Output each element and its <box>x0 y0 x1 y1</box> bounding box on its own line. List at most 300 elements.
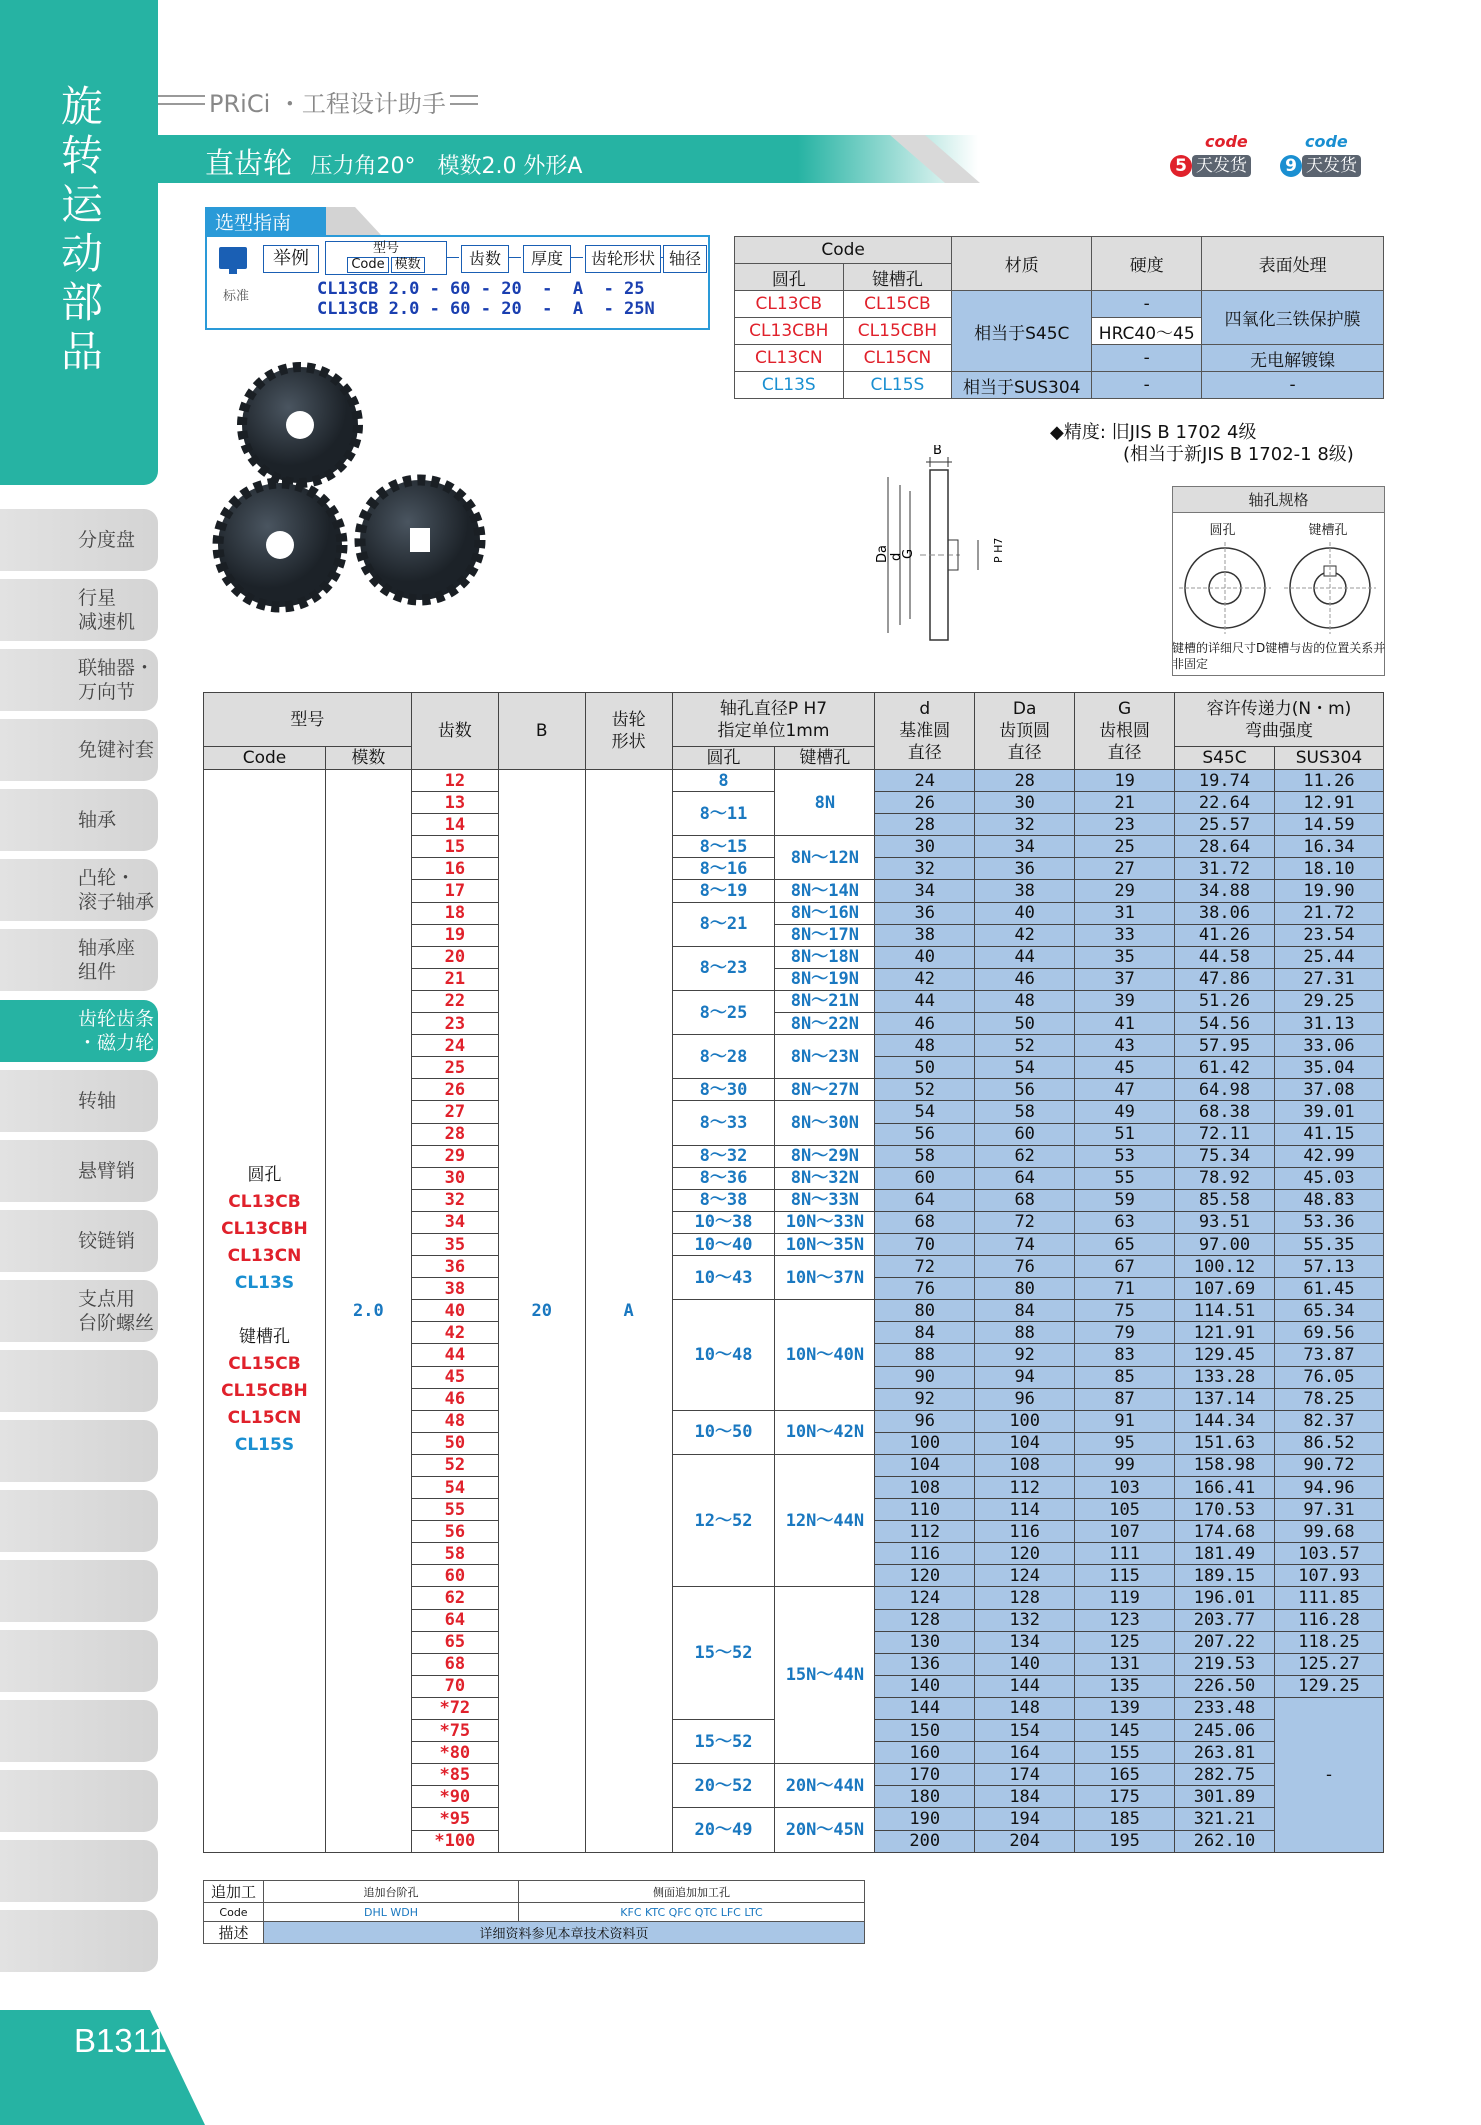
teeth-value: 16 <box>411 858 498 880</box>
Da-value: 128 <box>975 1587 1075 1609</box>
spacer <box>204 1297 325 1324</box>
d-value: 160 <box>875 1742 975 1764</box>
badge-code-label: code <box>1205 132 1248 151</box>
sus-value: 99.68 <box>1274 1521 1383 1543</box>
G-value: 49 <box>1075 1101 1175 1123</box>
teeth-value: *100 <box>411 1830 498 1852</box>
code-text: Code <box>347 257 388 273</box>
sidebar-title-char: 运 <box>60 180 103 229</box>
axle-key-label: 键槽孔 <box>1308 523 1348 538</box>
d-value: 38 <box>875 924 975 946</box>
teeth-value: 56 <box>411 1521 498 1543</box>
s45c-value: 282.75 <box>1175 1764 1275 1786</box>
teeth-value: 20 <box>411 946 498 968</box>
badge-text: 天发货 <box>1192 155 1251 177</box>
d-value: 116 <box>875 1543 975 1565</box>
G-value: 71 <box>1075 1278 1175 1300</box>
bore-key: 20N～45N <box>775 1808 875 1852</box>
extra-h2: 侧面追加加工孔 <box>519 1881 865 1903</box>
sus-value: 14.59 <box>1274 814 1383 836</box>
sus-value: 19.90 <box>1274 880 1383 902</box>
s45c-value: 203.77 <box>1175 1609 1275 1631</box>
sus-value: 21.72 <box>1274 902 1383 924</box>
Da-value: 76 <box>975 1256 1075 1278</box>
surface-nickel: 无电解镀镍 <box>1202 345 1384 372</box>
page-number: B1311 <box>74 2022 167 2059</box>
Da-value: 108 <box>975 1454 1075 1476</box>
teeth-value: 36 <box>411 1256 498 1278</box>
h-code: Code <box>204 747 326 770</box>
shape-value: A <box>585 770 672 1853</box>
G-value: 19 <box>1075 770 1175 792</box>
d-value: 90 <box>875 1366 975 1388</box>
dim-G: G <box>901 548 916 559</box>
s45c-value: 41.26 <box>1175 924 1275 946</box>
code-cl15cn: CL15CN <box>843 345 952 372</box>
d-value: 48 <box>875 1035 975 1057</box>
shape-label: 齿轮形状 <box>585 245 661 273</box>
h-teeth: 齿数 <box>411 693 498 770</box>
extra-desc: 详细资料参见本章技术资料页 <box>264 1922 865 1944</box>
bore-key: 8N～17N <box>775 924 875 946</box>
bore-round: 20～52 <box>672 1764 775 1808</box>
extra-code1: DHL WDH <box>264 1903 519 1922</box>
s45c-value: 25.57 <box>1175 814 1275 836</box>
sidebar-title <box>57 82 107 376</box>
module-value: 2.0 <box>325 770 411 1853</box>
d-value: 104 <box>875 1454 975 1476</box>
surface-none: - <box>1202 372 1384 399</box>
G-value: 21 <box>1075 792 1175 814</box>
material-s45c: 相当于S45C <box>952 291 1092 372</box>
d-value: 26 <box>875 792 975 814</box>
Da-value: 48 <box>975 990 1075 1012</box>
teeth-value: 25 <box>411 1057 498 1079</box>
teeth-value: 12 <box>411 770 498 792</box>
teeth-value: 42 <box>411 1322 498 1344</box>
spec-h-key: 键槽孔 <box>843 264 952 291</box>
code-cl13cb: CL13CB <box>735 291 844 318</box>
sidebar-blank-tab <box>0 1560 158 1622</box>
extra-h1: 追加台阶孔 <box>264 1881 519 1903</box>
code-cl15s: CL15S <box>843 372 952 399</box>
material-sus304: 相当于SUS304 <box>952 372 1092 399</box>
Da-value: 104 <box>975 1432 1075 1454</box>
G-value: 103 <box>1075 1477 1175 1499</box>
G-value: 37 <box>1075 968 1175 990</box>
sidebar-title-char: 动 <box>60 229 103 278</box>
bore-key: 8N～12N <box>775 836 875 880</box>
sidebar-item[interactable]: 行星 减速机 <box>0 579 158 641</box>
bore-key: 10N～35N <box>775 1233 875 1255</box>
sidebar-title-char: 品 <box>60 327 103 376</box>
code-cl15cbh: CL15CBH <box>843 318 952 345</box>
extra-label: 追加工 <box>204 1881 264 1903</box>
G-value: 75 <box>1075 1300 1175 1322</box>
code-block-line: CL15CB <box>228 1354 301 1375</box>
G-value: 41 <box>1075 1013 1175 1035</box>
code-cl13s: CL13S <box>735 372 844 399</box>
dim-Da: Da <box>875 545 890 563</box>
sus-value: 53.36 <box>1274 1211 1383 1233</box>
B-value: 20 <box>498 770 585 1853</box>
teeth-value: 15 <box>411 836 498 858</box>
extra-desc-label: 描述 <box>204 1922 264 1944</box>
h-d: d 基准圆 直径 <box>875 693 975 770</box>
teeth-value: 19 <box>411 924 498 946</box>
Da-value: 100 <box>975 1410 1075 1432</box>
sidebar-item[interactable]: 支点用 台阶螺丝 <box>0 1280 158 1342</box>
teeth-value: 28 <box>411 1123 498 1145</box>
sus-value: 42.99 <box>1274 1145 1383 1167</box>
s45c-value: 72.11 <box>1175 1123 1275 1145</box>
d-value: 46 <box>875 1013 975 1035</box>
bore-key: 8N～32N <box>775 1167 875 1189</box>
s45c-value: 68.38 <box>1175 1101 1275 1123</box>
s45c-value: 34.88 <box>1175 880 1275 902</box>
axle-note: 键槽的详细尺寸D键槽与齿的位置关系并非固定 <box>1172 641 1386 671</box>
bore-round: 8～36 <box>672 1167 775 1189</box>
sidebar-item[interactable]: 轴承 <box>0 789 158 851</box>
sidebar-item[interactable]: 轴承座 组件 <box>0 929 158 991</box>
teeth-value: 70 <box>411 1675 498 1697</box>
d-value: 180 <box>875 1786 975 1808</box>
d-value: 200 <box>875 1830 975 1852</box>
teeth-value: *75 <box>411 1720 498 1742</box>
extra-code-label: Code <box>204 1903 264 1922</box>
s45c-value: 57.95 <box>1175 1035 1275 1057</box>
thickness-label: 厚度 <box>523 245 571 273</box>
bore-round: 10～38 <box>672 1211 775 1233</box>
d-value: 54 <box>875 1101 975 1123</box>
sus-value: 61.45 <box>1274 1278 1383 1300</box>
spec-h-round: 圆孔 <box>735 264 844 291</box>
sus-value: 41.15 <box>1274 1123 1383 1145</box>
teeth-value: 54 <box>411 1477 498 1499</box>
d-value: 40 <box>875 946 975 968</box>
s45c-value: 100.12 <box>1175 1256 1275 1278</box>
gear-image-top <box>242 367 358 483</box>
sidebar-blank-tab <box>0 1770 158 1832</box>
Da-value: 52 <box>975 1035 1075 1057</box>
Da-value: 84 <box>975 1300 1075 1322</box>
sus-value: 94.96 <box>1274 1477 1383 1499</box>
Da-value: 94 <box>975 1366 1075 1388</box>
bore-key: 8N～33N <box>775 1189 875 1211</box>
bore-key: 8N <box>775 770 875 836</box>
code-block-line: CL15CN <box>227 1408 302 1429</box>
Da-value: 174 <box>975 1764 1075 1786</box>
code-block-line: CL15S <box>234 1435 295 1456</box>
bore-round: 8～15 <box>672 836 775 858</box>
bore-key: 15N～44N <box>775 1587 875 1764</box>
s45c-value: 31.72 <box>1175 858 1275 880</box>
teeth-value: 13 <box>411 792 498 814</box>
badge-num: 9 <box>1280 155 1302 177</box>
Da-value: 62 <box>975 1145 1075 1167</box>
d-value: 144 <box>875 1697 975 1719</box>
G-value: 131 <box>1075 1653 1175 1675</box>
sidebar-blank-tab <box>0 1910 158 1972</box>
teeth-value: 14 <box>411 814 498 836</box>
sidebar-item[interactable]: 转轴 <box>0 1070 158 1132</box>
G-value: 185 <box>1075 1808 1175 1830</box>
bore-round: 20～49 <box>672 1808 775 1852</box>
teeth-label: 齿数 <box>461 245 509 273</box>
code-block-line: CL13CN <box>227 1246 302 1267</box>
teeth-value: *85 <box>411 1764 498 1786</box>
sidebar-title-char: 旋 <box>60 82 103 131</box>
teeth-value: 34 <box>411 1211 498 1233</box>
G-value: 65 <box>1075 1233 1175 1255</box>
d-value: 112 <box>875 1521 975 1543</box>
G-value: 53 <box>1075 1145 1175 1167</box>
spec-h-surface: 表面处理 <box>1202 237 1384 291</box>
bore-round: 8 <box>672 770 775 792</box>
Da-value: 164 <box>975 1742 1075 1764</box>
Da-value: 114 <box>975 1499 1075 1521</box>
Da-value: 36 <box>975 858 1075 880</box>
code-block-line: CL13S <box>234 1273 295 1294</box>
sus-value: 90.72 <box>1274 1454 1383 1476</box>
gear-image-right <box>360 480 480 600</box>
teeth-value: 23 <box>411 1013 498 1035</box>
extra-machining-table <box>203 1880 865 1944</box>
s45c-value: 93.51 <box>1175 1211 1275 1233</box>
sus-value: 23.54 <box>1274 924 1383 946</box>
G-value: 195 <box>1075 1830 1175 1852</box>
Da-value: 120 <box>975 1543 1075 1565</box>
Da-value: 42 <box>975 924 1075 946</box>
bore-key: 10N～40N <box>775 1300 875 1410</box>
s45c-value: 174.68 <box>1175 1521 1275 1543</box>
guide-example-row: CL13CB 2.0 - 60 - 20 - A - 25N <box>317 299 655 319</box>
d-value: 84 <box>875 1322 975 1344</box>
Da-value: 124 <box>975 1565 1075 1587</box>
sidebar-blank-tab <box>0 1700 158 1762</box>
code-block-line: CL13CB <box>228 1192 301 1213</box>
badge-num: 5 <box>1170 155 1192 177</box>
sidebar-item[interactable]: 悬臂销 <box>0 1140 158 1202</box>
G-value: 139 <box>1075 1697 1175 1719</box>
code-cl13cn: CL13CN <box>735 345 844 372</box>
s45c-value: 133.28 <box>1175 1366 1275 1388</box>
bore-key: 8N～29N <box>775 1145 875 1167</box>
s45c-value: 233.48 <box>1175 1697 1275 1719</box>
example-rows <box>317 279 655 319</box>
header-brand: PRiCi ・工程设计助手 <box>205 84 450 119</box>
Da-value: 68 <box>975 1189 1075 1211</box>
title-sub: 压力角20° 模数2.0 外形A <box>310 154 583 179</box>
s45c-value: 121.91 <box>1175 1322 1275 1344</box>
teeth-value: 30 <box>411 1167 498 1189</box>
bore-round: 10～43 <box>672 1256 775 1300</box>
sidebar-title-char: 部 <box>60 278 103 327</box>
bore-key: 8N～19N <box>775 968 875 990</box>
precision-note <box>1050 422 1354 466</box>
sus-value: 97.31 <box>1274 1499 1383 1521</box>
bore-round: 10～40 <box>672 1233 775 1255</box>
bore-key: 12N～44N <box>775 1454 875 1587</box>
h-G: G 齿根圆 直径 <box>1075 693 1175 770</box>
bore-round: 15～52 <box>672 1587 775 1720</box>
bore-key: 8N～16N <box>775 902 875 924</box>
sus-value: 11.26 <box>1274 770 1383 792</box>
s45c-value: 321.21 <box>1175 1808 1275 1830</box>
d-value: 34 <box>875 880 975 902</box>
dim-P: P H7 <box>992 537 1005 563</box>
s45c-value: 262.10 <box>1175 1830 1275 1852</box>
sus-value: 25.44 <box>1274 946 1383 968</box>
code-block-line: 圆孔 <box>247 1165 282 1186</box>
spec-table <box>734 236 1384 399</box>
bore-round: 8～30 <box>672 1079 775 1101</box>
G-value: 87 <box>1075 1388 1175 1410</box>
bore-key: 8N～21N <box>775 990 875 1012</box>
teeth-value: 38 <box>411 1278 498 1300</box>
bore-key: 8N～27N <box>775 1079 875 1101</box>
sus-value: 55.35 <box>1274 1233 1383 1255</box>
Da-value: 46 <box>975 968 1075 990</box>
h-bore: 轴孔直径P H7 指定单位1mm <box>672 693 875 747</box>
teeth-value: 40 <box>411 1300 498 1322</box>
sus-value: 18.10 <box>1274 858 1383 880</box>
spec-h-code: Code <box>735 237 952 264</box>
sidebar-item[interactable]: 凸轮・ 滚子轴承 <box>0 859 158 921</box>
precision-line1: ◆精度: 旧JIS B 1702 4级 <box>1050 422 1257 443</box>
h-Da: Da 齿顶圆 直径 <box>975 693 1075 770</box>
page-title <box>205 141 582 182</box>
sidebar-item[interactable]: 分度盘 <box>0 509 158 571</box>
G-value: 35 <box>1075 946 1175 968</box>
h-key: 键槽孔 <box>775 747 875 770</box>
guide-tab-label: 选型指南 <box>215 212 292 234</box>
example-label: 举例 <box>263 245 319 273</box>
s45c-value: 245.06 <box>1175 1720 1275 1742</box>
type-text: 型号 <box>372 241 399 256</box>
d-value: 150 <box>875 1720 975 1742</box>
sus-value: 29.25 <box>1274 990 1383 1012</box>
s45c-value: 263.81 <box>1175 1742 1275 1764</box>
sidebar-item[interactable]: 联轴器・ 万向节 <box>0 649 158 711</box>
h-torque: 容许传递力(N・m) 弯曲强度 <box>1175 693 1384 747</box>
module-text: 模数 <box>391 257 425 273</box>
d-value: 42 <box>875 968 975 990</box>
guide-example-row: CL13CB 2.0 - 60 - 20 - A - 25 <box>317 279 645 299</box>
bore-key: 10N～33N <box>775 1211 875 1233</box>
axle-round-label: 圆孔 <box>1209 523 1236 538</box>
hardness: - <box>1092 372 1202 399</box>
table-row <box>204 770 1384 792</box>
sidebar-item[interactable]: 免键衬套 <box>0 719 158 781</box>
teeth-value: 60 <box>411 1565 498 1587</box>
G-value: 107 <box>1075 1521 1175 1543</box>
s45c-value: 219.53 <box>1175 1653 1275 1675</box>
h-shape: 齿轮 形状 <box>585 693 672 770</box>
s45c-value: 22.64 <box>1175 792 1275 814</box>
sidebar-blank-tab <box>0 1840 158 1902</box>
Da-value: 38 <box>975 880 1075 902</box>
G-value: 95 <box>1075 1432 1175 1454</box>
code-cl15cb: CL15CB <box>843 291 952 318</box>
bore-round: 8～16 <box>672 858 775 880</box>
G-value: 123 <box>1075 1609 1175 1631</box>
teeth-value: 45 <box>411 1366 498 1388</box>
d-value: 100 <box>875 1432 975 1454</box>
teeth-value: 17 <box>411 880 498 902</box>
G-value: 83 <box>1075 1344 1175 1366</box>
G-value: 47 <box>1075 1079 1175 1101</box>
G-value: 51 <box>1075 1123 1175 1145</box>
teeth-value: 50 <box>411 1432 498 1454</box>
bore-key: 8N～18N <box>775 946 875 968</box>
s45c-value: 75.34 <box>1175 1145 1275 1167</box>
sus-value: 35.04 <box>1274 1057 1383 1079</box>
d-value: 56 <box>875 1123 975 1145</box>
d-value: 30 <box>875 836 975 858</box>
G-value: 67 <box>1075 1256 1175 1278</box>
Da-value: 58 <box>975 1101 1075 1123</box>
teeth-value: 21 <box>411 968 498 990</box>
Da-value: 154 <box>975 1720 1075 1742</box>
s45c-value: 181.49 <box>1175 1543 1275 1565</box>
Da-value: 72 <box>975 1211 1075 1233</box>
G-value: 79 <box>1075 1322 1175 1344</box>
teeth-value: 52 <box>411 1454 498 1476</box>
Da-value: 132 <box>975 1609 1075 1631</box>
Da-value: 40 <box>975 902 1075 924</box>
code-block <box>204 770 326 1853</box>
bore-round: 10～50 <box>672 1410 775 1454</box>
dimension-drawing <box>860 445 1040 655</box>
d-value: 190 <box>875 1808 975 1830</box>
s45c-value: 107.69 <box>1175 1278 1275 1300</box>
s45c-value: 44.58 <box>1175 946 1275 968</box>
G-value: 33 <box>1075 924 1175 946</box>
sus-value: 69.56 <box>1274 1322 1383 1344</box>
bore-round: 10～48 <box>672 1300 775 1410</box>
teeth-value: 46 <box>411 1388 498 1410</box>
badge-9day <box>1280 132 1370 180</box>
sidebar-item[interactable]: 铰链销 <box>0 1210 158 1272</box>
dash-line <box>509 257 521 258</box>
G-value: 39 <box>1075 990 1175 1012</box>
s45c-value: 207.22 <box>1175 1631 1275 1653</box>
bore-round: 8～32 <box>672 1145 775 1167</box>
s45c-value: 151.63 <box>1175 1432 1275 1454</box>
s45c-value: 47.86 <box>1175 968 1275 990</box>
sus-value: 48.83 <box>1274 1189 1383 1211</box>
monitor-icon <box>219 247 247 269</box>
Da-value: 80 <box>975 1278 1075 1300</box>
s45c-value: 97.00 <box>1175 1233 1275 1255</box>
gear-image-left <box>218 483 342 607</box>
hardness: - <box>1092 291 1202 318</box>
Da-value: 64 <box>975 1167 1075 1189</box>
axle-title: 轴孔规格 <box>1173 487 1384 513</box>
sidebar-item[interactable]: 齿轮齿条 ・磁力轮 <box>0 1000 158 1062</box>
d-value: 52 <box>875 1079 975 1101</box>
d-value: 76 <box>875 1278 975 1300</box>
Da-value: 60 <box>975 1123 1075 1145</box>
G-value: 29 <box>1075 880 1175 902</box>
teeth-value: 65 <box>411 1631 498 1653</box>
sus-value: 27.31 <box>1274 968 1383 990</box>
sus-value: 39.01 <box>1274 1101 1383 1123</box>
d-value: 136 <box>875 1653 975 1675</box>
precision-line2: (相当于新JIS B 1702-1 8级) <box>1123 444 1354 465</box>
Da-value: 88 <box>975 1322 1075 1344</box>
